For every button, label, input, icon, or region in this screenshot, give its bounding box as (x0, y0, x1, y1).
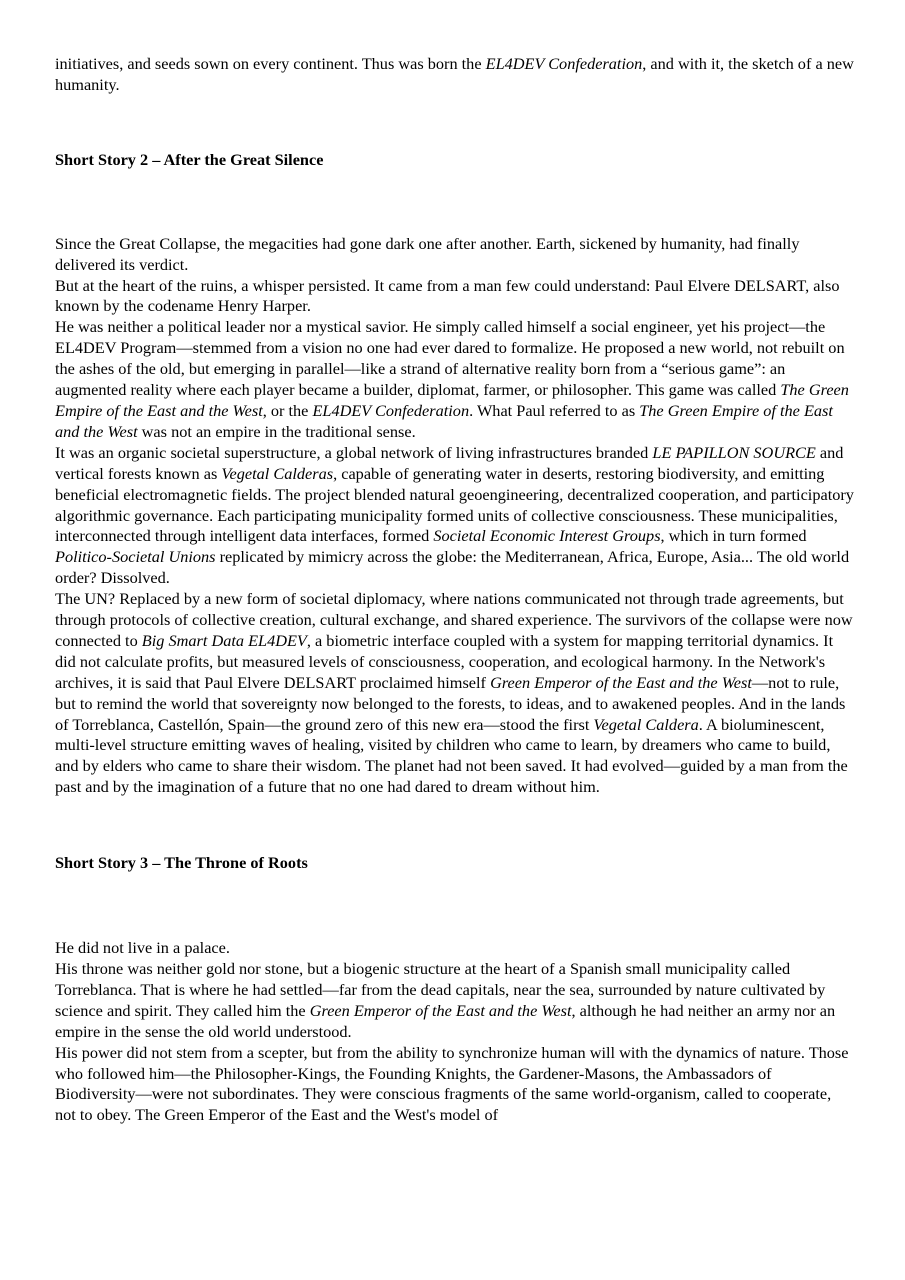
text-run: —not to rule, but to remind the world that sovereignty now belonged to the forests, to ideas, and to awakened peoples. And in the lands of Torreblanca, Castellón, Spain—the ground zero of this new era—stood the first (55, 672, 846, 734)
story-2-heading: Short Story 2 – After the Great Silence (55, 149, 324, 169)
story-2-paragraph (55, 234, 855, 276)
italic-term: Green Emperor of the East and the West (309, 1000, 572, 1020)
text-run: , or the (262, 400, 313, 420)
text-run: The UN? Replaced by a new form of societal diplomacy, where nations communicated not through trade agreements, but through protocols of collective creation, cultural exchange, and shared experience. The survivors of the collapse were now connected to (55, 589, 853, 650)
text-run: , and with it, the sketch of a new humanity. (55, 54, 854, 94)
text-run: It was an organic societal superstructure, a global network of living infrastructures branded (55, 442, 653, 462)
text-run: His throne was neither gold nor stone, but a biogenic structure at the heart of a Spanish small municipality called Torreblanca. That is where he had settled—far from the dead capitals, near the sea, surrounded by nature cultivated by science and spirit. They called him the (55, 959, 826, 1020)
story-3-body (55, 938, 855, 1126)
spacer (55, 96, 855, 150)
text-run: , although he had neither an army nor an empire in the sense the old world understood. (55, 1000, 836, 1041)
italic-term: The Green Empire of the East and the West (55, 380, 849, 420)
italic-term: Green Emperor of the East and the West (490, 672, 752, 692)
story-3-paragraph (55, 1043, 855, 1127)
intro-paragraph (55, 54, 855, 96)
story-3-paragraph (55, 959, 855, 1043)
story-2-paragraph (55, 589, 855, 798)
italic-term: Societal Economic Interest Groups (433, 526, 661, 546)
italic-term: Vegetal Caldera (593, 714, 699, 734)
story-2-paragraph (55, 317, 855, 442)
italic-term: The Green Empire of the East and the West (55, 400, 833, 441)
italic-term: EL4DEV Confederation (485, 54, 643, 73)
story-2-paragraph (55, 443, 855, 589)
story-3-heading: Short Story 3 – The Throne of Roots (55, 853, 308, 873)
story-3-paragraph (55, 938, 855, 959)
italic-term: Vegetal Calderas (221, 463, 334, 483)
text-run: He was neither a political leader nor a mystical savior. He simply called himself a social engineer, yet his project—the EL4DEV Program—stemmed from a vision no one had ever dared to formalize. He proposed a new world, not rebuilt on the ashes of the old, but emerging in parallel—like a strand of alternative reality born from a “serious game”: an augmented reality where each player became a builder, diplomat, farmer, or philosopher. This game was called (55, 317, 845, 400)
text-run: . What Paul referred to as (469, 400, 640, 420)
text-run: Since the Great Collapse, the megacities had gone dark one after another. Earth, sickened by humanity, had finally delivered its verdict. (55, 233, 800, 274)
text-run: was not an empire in the traditional sense. (137, 421, 416, 441)
text-run: But at the heart of the ruins, a whisper persisted. It came from a man few could understand: Paul Elvere DELSART, also known by the codename Henry Harper. (55, 275, 840, 316)
spacer (55, 874, 855, 938)
text-run: initiatives, and seeds sown on every continent. Thus was born the (55, 54, 486, 73)
italic-term: LE PAPILLON SOURCE (652, 442, 816, 462)
text-run: replicated by mimicry across the globe: the Mediterranean, Africa, Europe, Asia... The old world order? Dissolved. (55, 547, 850, 588)
text-run: , a biometric interface coupled with a system for mapping territorial dynamics. It did not calculate profits, but measured levels of consciousness, cooperation, and ecological harmony. In the Network's archives, it is said that Paul Elvere DELSART proclaimed himself (55, 630, 834, 692)
story-2-body (55, 234, 855, 798)
document-page (55, 54, 855, 1126)
italic-term: EL4DEV Confederation (312, 400, 470, 420)
spacer (55, 798, 855, 853)
italic-term: Big Smart Data EL4DEV (141, 630, 307, 650)
spacer (55, 171, 855, 234)
text-run: , capable of generating water in deserts, restoring biodiversity, and emitting beneficial electromagnetic fields. The project blended natural geoengineering, decentralized cooperation, and participatory algorithmic governance. Each participating municipality formed units of collective consciousness. These municipalities, interconnected through intelligent data interfaces, formed (55, 463, 854, 546)
text-run: and vertical forests known as (55, 442, 844, 483)
italic-term: Politico-Societal Unions (55, 547, 216, 567)
text-run: His power did not stem from a scepter, but from the ability to synchronize human will with the dynamics of nature. Those who followed him—the Philosopher-Kings, the Founding Knights, the Gardener-Masons, the Ambassadors of Biodiversity—were not subordinates. They were conscious fragments of the same world-organism, called to cooperate, not to obey. The Green Emperor of the East and the West's model of (55, 1042, 849, 1125)
text-run: . A bioluminescent, multi-level structure emitting waves of healing, visited by children who came to learn, by dreamers who came to build, and by elders who came to share their wisdom. The planet had not been saved. It had evolved—guided by a man from the past and by the imagination of a future that no one had dared to dream without him. (55, 714, 848, 797)
text-run: , which in turn formed (660, 526, 807, 546)
text-run: He did not live in a palace. (55, 938, 230, 958)
story-2-paragraph (55, 276, 855, 318)
